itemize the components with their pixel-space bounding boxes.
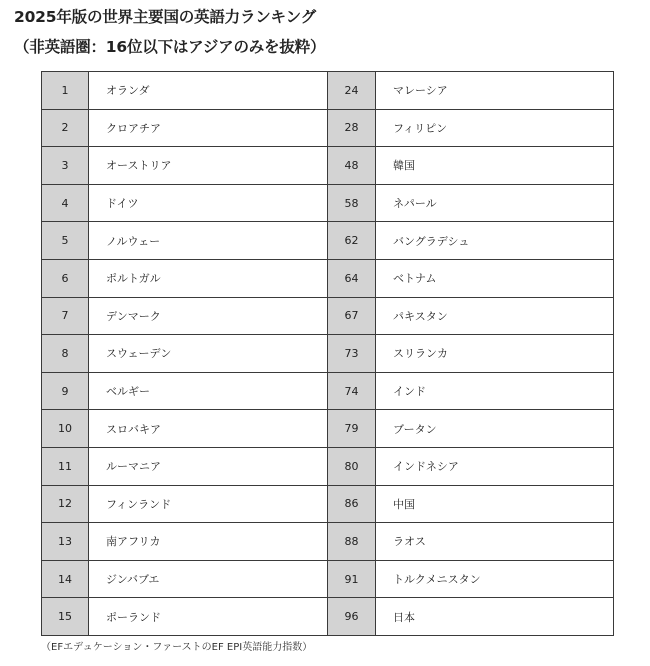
right-rank-cell: 80 [328, 447, 376, 485]
right-country-cell: ブータン [376, 410, 614, 448]
left-rank-cell: 9 [42, 372, 89, 410]
left-rank-cell: 12 [42, 485, 89, 523]
right-rank-cell: 73 [328, 335, 376, 373]
right-country-cell: 日本 [376, 598, 614, 636]
left-country-cell: ルーマニア [89, 447, 328, 485]
right-country-cell: ラオス [376, 523, 614, 561]
right-country-cell: 中国 [376, 485, 614, 523]
right-rank-cell: 79 [328, 410, 376, 448]
left-country-cell: ドイツ [89, 184, 328, 222]
right-country-cell: バングラデシュ [376, 222, 614, 260]
left-rank-cell: 3 [42, 147, 89, 185]
right-rank-cell: 62 [328, 222, 376, 260]
right-rank-cell: 74 [328, 372, 376, 410]
left-country-cell: フィンランド [89, 485, 328, 523]
left-rank-cell: 4 [42, 184, 89, 222]
right-rank-cell: 86 [328, 485, 376, 523]
left-country-cell: ポーランド [89, 598, 328, 636]
left-country-cell: 南アフリカ [89, 523, 328, 561]
table-row [42, 109, 614, 147]
right-rank-cell: 88 [328, 523, 376, 561]
left-rank-cell: 15 [42, 598, 89, 636]
table-row [42, 297, 614, 335]
left-rank-cell: 11 [42, 447, 89, 485]
left-rank-cell: 7 [42, 297, 89, 335]
left-rank-cell: 1 [42, 72, 89, 110]
right-country-cell: トルクメニスタン [376, 560, 614, 598]
right-country-cell: インドネシア [376, 447, 614, 485]
left-country-cell: ノルウェー [89, 222, 328, 260]
right-country-cell: スリランカ [376, 335, 614, 373]
table-row [42, 560, 614, 598]
left-country-cell: ジンバブエ [89, 560, 328, 598]
right-rank-cell: 58 [328, 184, 376, 222]
ranking-table-body [42, 72, 614, 636]
right-country-cell: フィリピン [376, 109, 614, 147]
right-rank-cell: 24 [328, 72, 376, 110]
table-row [42, 598, 614, 636]
ranking-table [41, 71, 614, 636]
left-rank-cell: 6 [42, 259, 89, 297]
right-country-cell: ベトナム [376, 259, 614, 297]
right-rank-cell: 48 [328, 147, 376, 185]
left-rank-cell: 14 [42, 560, 89, 598]
left-country-cell: スウェーデン [89, 335, 328, 373]
left-country-cell: スロバキア [89, 410, 328, 448]
table-row [42, 447, 614, 485]
table-row [42, 372, 614, 410]
left-rank-cell: 10 [42, 410, 89, 448]
table-row [42, 147, 614, 185]
left-country-cell: オランダ [89, 72, 328, 110]
left-rank-cell: 8 [42, 335, 89, 373]
right-country-cell: 韓国 [376, 147, 614, 185]
left-country-cell: クロアチア [89, 109, 328, 147]
right-country-cell: パキスタン [376, 297, 614, 335]
right-country-cell: インド [376, 372, 614, 410]
left-country-cell: デンマーク [89, 297, 328, 335]
source-footnote: （EFエデュケーション・ファーストのEF EPI英語能力指数） [41, 642, 313, 653]
table-row [42, 410, 614, 448]
left-country-cell: オーストリア [89, 147, 328, 185]
table-row [42, 222, 614, 260]
table-row [42, 259, 614, 297]
table-row [42, 184, 614, 222]
right-rank-cell: 64 [328, 259, 376, 297]
right-country-cell: ネパール [376, 184, 614, 222]
left-country-cell: ポルトガル [89, 259, 328, 297]
table-row [42, 335, 614, 373]
right-rank-cell: 96 [328, 598, 376, 636]
right-rank-cell: 67 [328, 297, 376, 335]
table-row [42, 523, 614, 561]
right-rank-cell: 28 [328, 109, 376, 147]
right-rank-cell: 91 [328, 560, 376, 598]
right-country-cell: マレーシア [376, 72, 614, 110]
left-rank-cell: 2 [42, 109, 89, 147]
table-row [42, 72, 614, 110]
page-title: 2025年版の世界主要国の英語力ランキング [14, 8, 316, 26]
left-rank-cell: 13 [42, 523, 89, 561]
page-subtitle: （非英語圏：16位以下はアジアのみを抜粋） [14, 38, 326, 56]
left-rank-cell: 5 [42, 222, 89, 260]
left-country-cell: ベルギー [89, 372, 328, 410]
table-row [42, 485, 614, 523]
